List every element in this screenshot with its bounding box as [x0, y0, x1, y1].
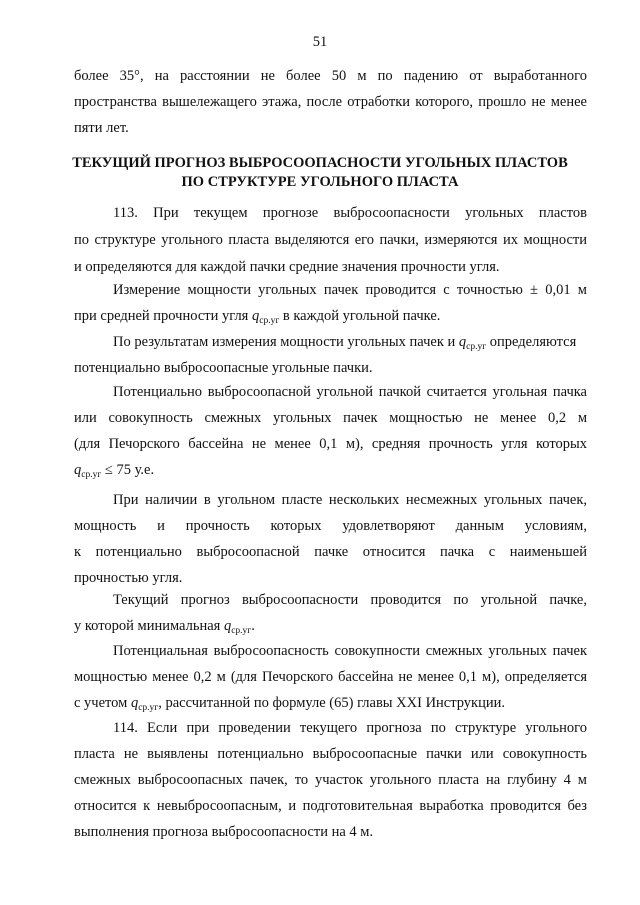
text-line: 113. При текущем прогнозе выбросоопасности угольных пластов [113, 205, 587, 221]
q-symbol: q [74, 462, 82, 478]
paragraph-aggregate-packs [74, 642, 587, 712]
q-subscript: ср.уг [81, 470, 102, 480]
text-line: 114. Если при проведении текущего прогноза по структуре угольного [113, 720, 587, 736]
paragraph-multiple-packs [74, 491, 587, 587]
text-line: пяти лет. [74, 120, 129, 136]
text-line: пласта не выявлены потенциально выбросоопасные пачки или совокупность [74, 746, 587, 762]
text-line: По результатам измерения мощности угольных пачек и $q_{ср.уг}$ определяются [113, 334, 577, 352]
page-number: 51 [312, 34, 328, 50]
text-line: при средней прочности угля $q_{ср.уг}$ в каждой угольной пачке. [74, 308, 441, 326]
text-line: смежных выбросоопасных пачек, то участок угольного пласта на глубину 4 м [74, 772, 587, 788]
paragraph-current-forecast [74, 591, 587, 635]
paragraph-113 [74, 204, 587, 276]
text-line: потенциально выбросоопасные угольные пачки. [74, 360, 373, 376]
paragraph-results [74, 333, 587, 377]
text-line: более 35°, на расстоянии не более 50 м по падению от выработанного [74, 68, 587, 84]
text-line: $q_{ср.уг} \le 75$ у.е. [74, 462, 155, 480]
text-line: прочностью угля. [74, 570, 183, 586]
paragraph-continuation [74, 67, 587, 137]
text-line: Измерение мощности угольных пачек проводится с точностью ± 0,01 м [113, 282, 587, 298]
text-line: Текущий прогноз выбросоопасности проводится по угольной пачке, [113, 592, 587, 608]
paragraph-114 [74, 719, 587, 841]
text-line: (для Печорского бассейна не менее 0,1 м), средняя прочность угля которых [74, 436, 587, 452]
text-line: у которой минимальная $q_{ср.уг}$. [74, 618, 255, 636]
text-line: мощностью менее 0,2 м (для Печорского бассейна не менее 0,1 м), определяется [74, 669, 587, 685]
paragraph-measurement [74, 281, 587, 325]
q-symbol: q [223, 618, 232, 634]
text-line: При наличии в угольном пласте нескольких несмежных угольных пачек, [113, 492, 587, 508]
q-symbol: q [458, 334, 467, 350]
text-line: или совокупность смежных угольных пачек мощностью не менее 0,2 м [74, 410, 587, 426]
paragraph-hazardous-pack [74, 383, 587, 479]
text-line: и определяются для каждой пачки средние значения прочности угля. [74, 259, 500, 275]
text-line: пространства вышележащего этажа, после отработки которого, прошло не менее [74, 94, 587, 110]
section-heading [0, 154, 640, 192]
q-subscript: ср.уг [138, 703, 159, 713]
q-subscript: ср.уг [231, 626, 252, 636]
text-line: по структуре угольного пласта выделяются его пачки, измеряются их мощности [74, 232, 587, 248]
text-line: с учетом $q_{ср.уг}$, рассчитанной по формуле (65) главы XXI Инструкции. [74, 695, 506, 713]
text-line: Потенциальная выбросоопасность совокупности смежных угольных пачек [113, 643, 587, 659]
q-subscript: ср.уг [259, 316, 280, 326]
text-line: относится к невыбросоопасным, и подготовительная выработка проводится без [74, 798, 587, 814]
q-symbol: q [251, 308, 260, 324]
text-line: к потенциально выбросоопасной пачке относится пачка с наименьшей [74, 544, 587, 560]
heading-line-2: ПО СТРУКТУРЕ УГОЛЬНОГО ПЛАСТА [181, 174, 459, 190]
q-subscript: ср.уг [466, 342, 487, 352]
q-symbol: q [130, 695, 139, 711]
text-line: выполнения прогноза выбросоопасности на 4 м. [74, 824, 374, 840]
heading-line-1: ТЕКУЩИЙ ПРОГНОЗ ВЫБРОСООПАСНОСТИ УГОЛЬНЫХ ПЛАСТОВ [72, 155, 568, 171]
text-line: мощность и прочность которых удовлетворяют данным условиям, [74, 518, 587, 534]
text-line: Потенциально выбросоопасной угольной пачкой считается угольная пачка [113, 384, 587, 400]
